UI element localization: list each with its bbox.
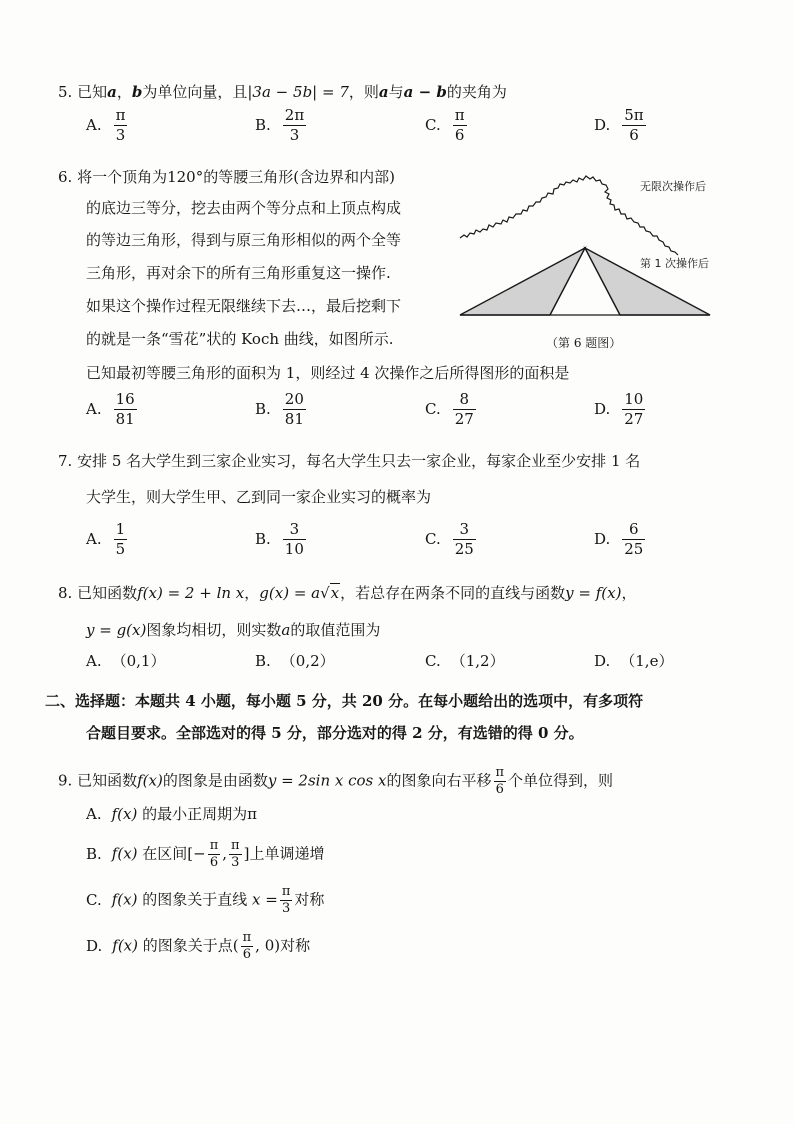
fraction-den: 6 bbox=[495, 782, 504, 797]
fraction-den: 25 bbox=[454, 540, 474, 558]
fraction-num: 2π bbox=[284, 106, 305, 124]
text: 为单位向量，且 bbox=[142, 83, 248, 101]
q6-line-5: 如果这个操作过程无限继续下去…，最后挖剩下 bbox=[86, 297, 402, 315]
math-expr: a − b bbox=[403, 83, 447, 101]
option-label: D. bbox=[594, 399, 611, 418]
text: 将一个顶角为120°的等腰三角形(含边界和内部) bbox=[77, 168, 395, 186]
fraction-num: 1 bbox=[115, 520, 126, 538]
fraction-den: 6 bbox=[454, 126, 465, 144]
fraction-num: 3 bbox=[453, 520, 476, 540]
q5-option-d[interactable] bbox=[594, 106, 648, 145]
q8-option-a[interactable] bbox=[86, 650, 165, 671]
vector-a: a bbox=[378, 83, 389, 101]
math-expr: x = bbox=[252, 890, 278, 909]
q7-option-a[interactable] bbox=[86, 520, 129, 559]
fraction-num: 16 bbox=[115, 390, 135, 408]
fraction-den: 27 bbox=[454, 410, 474, 428]
fraction-den: 81 bbox=[284, 410, 304, 428]
fraction-num: π bbox=[281, 884, 291, 899]
fraction-num: π bbox=[231, 838, 240, 853]
q6-line-1 bbox=[58, 166, 395, 188]
option-label: B. bbox=[255, 529, 271, 548]
math-expr: a bbox=[281, 621, 291, 639]
q5-option-b[interactable] bbox=[255, 106, 308, 145]
math-expr: y = 2sin x cos x bbox=[267, 771, 387, 790]
fraction-den: 6 bbox=[629, 126, 639, 144]
q6-option-b[interactable] bbox=[255, 390, 308, 429]
text: , 0)对称 bbox=[255, 936, 311, 955]
fraction-num: 5π bbox=[624, 106, 644, 124]
option-text: （0,1） bbox=[111, 652, 166, 670]
option-label: A. bbox=[86, 805, 102, 823]
option-label: D. bbox=[594, 115, 611, 134]
q9-option-c[interactable] bbox=[86, 884, 324, 917]
q6-line-6: 的就是一条“雪花”状的 Koch 曲线，如图所示. bbox=[86, 330, 394, 348]
fraction-num: π bbox=[454, 106, 465, 124]
section-header-line-1: 二、选择题：本题共 4 小题，每小题 5 分，共 20 分。在每小题给出的选项中，有多项符 bbox=[45, 692, 644, 710]
q5-option-c[interactable] bbox=[425, 106, 469, 145]
q5-option-a[interactable] bbox=[86, 106, 129, 145]
option-text: （1,e） bbox=[620, 652, 674, 670]
text: 已知函数 bbox=[77, 771, 138, 790]
fraction-den: 3 bbox=[281, 901, 291, 916]
fraction-den: 3 bbox=[231, 855, 240, 870]
q8-option-d[interactable] bbox=[594, 650, 673, 671]
text: 的图象关于点( bbox=[142, 936, 239, 955]
q7-option-b[interactable] bbox=[255, 520, 308, 559]
q5-stem bbox=[58, 81, 507, 103]
text: ， bbox=[244, 584, 260, 602]
fraction-num: 6 bbox=[622, 520, 645, 540]
math-expr: f(x) bbox=[111, 805, 138, 823]
option-label: C. bbox=[425, 115, 441, 134]
fraction-den: 27 bbox=[624, 410, 644, 428]
q9-stem bbox=[58, 765, 613, 798]
text: 的夹角为 bbox=[446, 83, 507, 101]
math-expr: f(x) = 2 + ln x bbox=[137, 584, 245, 602]
text: ，则 bbox=[348, 83, 379, 101]
figure-caption: （第 6 题图） bbox=[546, 336, 622, 350]
text: 已知 bbox=[77, 83, 108, 101]
text: 对称 bbox=[294, 890, 325, 909]
fraction-num: 10 bbox=[624, 390, 644, 408]
fraction-den: 5 bbox=[115, 540, 126, 558]
math-expr: |3a − 5b| = 7 bbox=[247, 83, 349, 101]
label-infinite: 无限次操作后 bbox=[640, 180, 706, 193]
option-label: D. bbox=[86, 936, 103, 955]
label-first: 第 1 次操作后 bbox=[640, 257, 709, 270]
math-expr: f(x) bbox=[111, 844, 138, 863]
fraction-num: 8 bbox=[453, 390, 476, 410]
option-text: （1,2） bbox=[450, 652, 505, 670]
q7-line-2: 大学生，则大学生甲、乙到同一家企业实习的概率为 bbox=[86, 488, 432, 506]
math-expr: f(x) bbox=[112, 936, 138, 955]
vector-a: a bbox=[107, 83, 117, 101]
fraction-den: 6 bbox=[209, 855, 219, 870]
fraction-den: 6 bbox=[242, 947, 252, 962]
math-expr: f(x) bbox=[111, 890, 138, 909]
q6-line-4: 三角形，再对余下的所有三角形重复这一操作. bbox=[86, 264, 391, 282]
math-expr: f(x) bbox=[137, 771, 163, 790]
fraction-num: π bbox=[242, 930, 252, 945]
text: ]上单调递增 bbox=[243, 844, 325, 863]
left-triangle bbox=[460, 248, 585, 315]
q7-option-c[interactable] bbox=[425, 520, 478, 559]
text: 与 bbox=[388, 83, 404, 101]
q6-line-3: 的等边三角形，得到与原三角形相似的两个全等 bbox=[86, 231, 402, 249]
option-label: C. bbox=[425, 652, 441, 670]
text: 在区间[− bbox=[142, 844, 206, 863]
fraction-den: 81 bbox=[115, 410, 135, 428]
text: 的图象是由函数 bbox=[162, 771, 268, 790]
math-expr: g(x) = a bbox=[259, 584, 321, 602]
math-expr: y = f(x) bbox=[565, 584, 622, 602]
math-expr: y = g(x) bbox=[86, 621, 147, 639]
text: 图象均相切，则实数 bbox=[146, 621, 282, 639]
option-label: C. bbox=[425, 399, 441, 418]
text: 安排 5 名大学生到三家企业实习，每名大学生只去一家企业，每家企业至少安排 1 名 bbox=[77, 452, 641, 470]
fraction-num: π bbox=[495, 765, 505, 780]
text: 的图象向右平移 bbox=[386, 771, 492, 790]
option-label: B. bbox=[86, 844, 102, 863]
fraction-num: π bbox=[209, 838, 219, 853]
fraction-num: π bbox=[115, 106, 126, 124]
section-header-line-2: 合题目要求。全部选对的得 5 分，部分选对的得 2 分，有选错的得 0 分。 bbox=[86, 724, 584, 742]
fraction-num: 3 bbox=[283, 520, 306, 540]
koch-figure bbox=[455, 150, 725, 330]
text: 已知函数 bbox=[77, 584, 138, 602]
question-number: 7. bbox=[58, 452, 73, 470]
question-number: 6. bbox=[58, 168, 73, 186]
fraction-den: 3 bbox=[115, 126, 126, 144]
text: , bbox=[222, 844, 228, 863]
q6-option-d[interactable] bbox=[594, 390, 647, 429]
q9-option-a[interactable] bbox=[86, 803, 257, 825]
vector-b: b bbox=[131, 83, 143, 101]
text: ，若总存在两条不同的直线与函数 bbox=[340, 584, 566, 602]
q8-option-b[interactable] bbox=[255, 650, 335, 671]
fraction-den: 25 bbox=[624, 540, 644, 558]
q6-line-2: 的底边三等分，挖去由两个等分点和上顶点构成 bbox=[86, 199, 402, 217]
fraction-den: 3 bbox=[289, 126, 300, 144]
fraction-den: 10 bbox=[284, 540, 304, 558]
q9-option-d[interactable] bbox=[86, 930, 310, 963]
q9-option-b[interactable] bbox=[86, 838, 324, 871]
option-label: A. bbox=[86, 652, 102, 670]
option-label: C. bbox=[425, 529, 441, 548]
text: 的取值范围为 bbox=[290, 621, 381, 639]
q8-option-c[interactable] bbox=[425, 650, 505, 671]
fraction-num: 20 bbox=[284, 390, 304, 408]
option-label: B. bbox=[255, 115, 271, 134]
q8-line-1: 8. 已知函数f(x) = 2 + ln x，g(x) = a√x，若总存在两条不同的直线与函数y = f(x)， bbox=[58, 584, 637, 602]
option-label: A. bbox=[86, 115, 102, 134]
text: ， bbox=[116, 83, 132, 101]
q6-option-a[interactable] bbox=[86, 390, 139, 429]
option-text: （0,2） bbox=[280, 652, 335, 670]
q8-line-2 bbox=[86, 619, 380, 641]
option-label: B. bbox=[255, 399, 271, 418]
option-label: A. bbox=[86, 399, 102, 418]
option-label: D. bbox=[594, 529, 611, 548]
q7-option-d[interactable] bbox=[594, 520, 647, 559]
option-label: B. bbox=[255, 652, 271, 670]
option-label: D. bbox=[594, 652, 611, 670]
math-expr: x bbox=[330, 584, 340, 602]
text: 的图象关于直线 bbox=[142, 890, 248, 909]
option-label: A. bbox=[86, 529, 102, 548]
option-label: C. bbox=[86, 890, 102, 909]
text: 个单位得到，则 bbox=[508, 771, 614, 790]
question-number: 5. bbox=[58, 83, 73, 101]
q6-option-c[interactable] bbox=[425, 390, 478, 429]
text: ， bbox=[621, 584, 637, 602]
q6-line-7: 已知最初等腰三角形的面积为 1，则经过 4 次操作之后所得图形的面积是 bbox=[86, 364, 570, 382]
q7-line-1 bbox=[58, 450, 640, 472]
question-number: 8. bbox=[58, 584, 73, 602]
option-text: 的最小正周期为π bbox=[142, 805, 257, 823]
question-number: 9. bbox=[58, 771, 73, 790]
